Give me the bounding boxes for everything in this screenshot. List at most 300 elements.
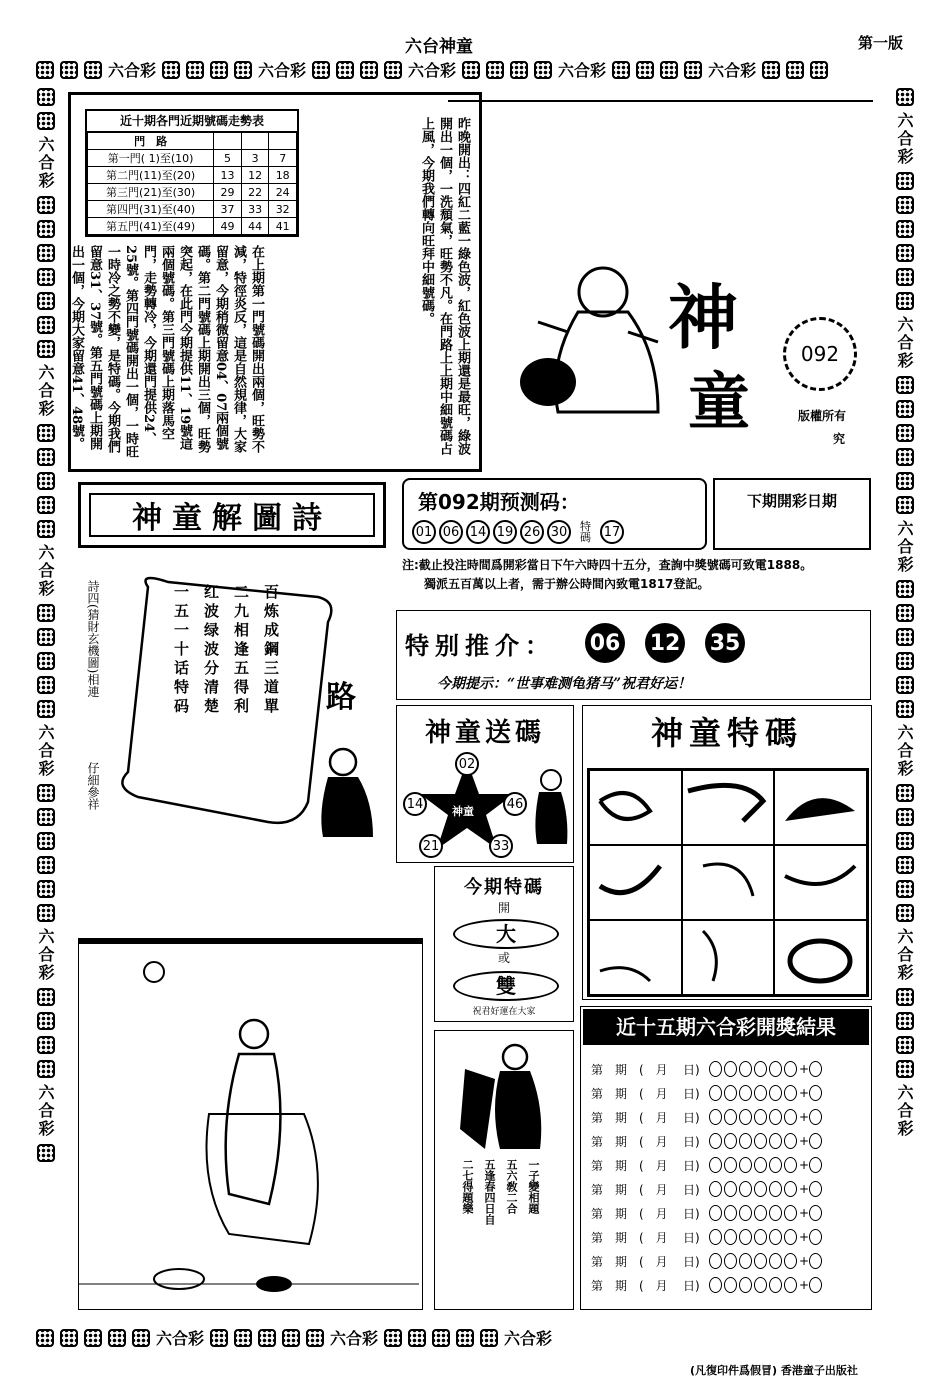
big-label: 大 — [496, 922, 516, 946]
tema-cell — [774, 920, 867, 995]
result-ball — [709, 1085, 722, 1101]
result-period: 第 期 — [591, 1134, 628, 1149]
tema-cell — [774, 845, 867, 920]
plus-sign: + — [799, 1110, 810, 1124]
special-label: 特碼 — [580, 520, 591, 544]
result-ball — [784, 1157, 797, 1173]
result-special-ball — [809, 1085, 822, 1101]
result-ball — [769, 1205, 782, 1221]
result-ball — [739, 1253, 752, 1269]
table-header — [214, 133, 242, 150]
results-list — [591, 1057, 824, 1297]
result-period: 第 期 — [591, 1182, 628, 1197]
dice-icon — [896, 832, 914, 850]
dice-icon — [896, 268, 914, 286]
poem-scroll — [78, 572, 388, 852]
dice-icon — [462, 61, 480, 79]
footer-publisher: (凡復印件爲假冒) 香港童子出版社 — [690, 1364, 858, 1377]
dice-icon — [37, 604, 55, 622]
dice-icon — [896, 904, 914, 922]
dice-icon — [408, 1329, 426, 1347]
dice-icon — [896, 196, 914, 214]
boy-on-animal-illustration — [303, 742, 383, 842]
result-row — [591, 1273, 824, 1297]
row-label: 第五門(41)至(49) — [88, 218, 214, 235]
hero-banner — [448, 100, 873, 447]
gift-ball: 21 — [419, 834, 443, 858]
brand-text: 六合彩 — [895, 1084, 914, 1138]
result-ball — [754, 1277, 767, 1293]
result-day: 日) — [683, 1230, 700, 1245]
result-ball — [784, 1205, 797, 1221]
result-ball — [769, 1181, 782, 1197]
dice-icon — [37, 316, 55, 334]
table-header — [269, 133, 297, 150]
scholar-ox-illustration — [79, 944, 419, 1304]
dice-icon — [896, 652, 914, 670]
row-label: 第二門(11)至(20) — [88, 167, 214, 184]
dice-icon — [810, 61, 828, 79]
dice-icon — [896, 292, 914, 310]
result-period: 第 期 — [591, 1110, 628, 1125]
dice-icon — [684, 61, 702, 79]
result-ball — [724, 1133, 737, 1149]
table-header — [241, 133, 269, 150]
cell: 41 — [269, 218, 297, 235]
result-day: 日) — [683, 1278, 700, 1293]
dice-icon — [37, 340, 55, 358]
boy-with-banner-illustration — [455, 1039, 555, 1159]
result-special-ball — [809, 1229, 822, 1245]
poem-signature: 仔細參祥 — [86, 762, 100, 810]
dice-icon — [896, 808, 914, 826]
dice-icon — [384, 1329, 402, 1347]
top-border — [36, 58, 828, 81]
double-oval — [453, 971, 559, 1001]
tema-panel — [582, 705, 872, 1000]
brand-text: 六合彩 — [330, 1329, 379, 1348]
dice-icon — [37, 784, 55, 802]
lower-poem-line: 一子變相題 — [527, 1159, 540, 1214]
result-day: 日) — [683, 1134, 700, 1149]
result-row — [591, 1081, 824, 1105]
poem-line: 红波绿波分清楚 — [202, 584, 220, 717]
dice-icon — [37, 112, 55, 130]
results-panel — [580, 1006, 872, 1310]
result-ball — [724, 1157, 737, 1173]
today-open: 開 — [497, 901, 510, 915]
table-row — [88, 218, 297, 235]
boy-illustration — [508, 252, 678, 422]
result-ball — [784, 1061, 797, 1077]
result-ball — [709, 1133, 722, 1149]
result-row — [591, 1105, 824, 1129]
dice-icon — [37, 472, 55, 490]
result-ball — [754, 1109, 767, 1125]
dice-icon — [510, 61, 528, 79]
copyright-text-2: 究 — [833, 432, 846, 446]
dice-icon — [896, 604, 914, 622]
next-draw-box — [713, 478, 871, 550]
dice-icon — [896, 1060, 914, 1078]
dice-icon — [210, 61, 228, 79]
dice-icon — [360, 61, 378, 79]
result-ball — [784, 1229, 797, 1245]
dice-icon — [896, 220, 914, 238]
poem-line: 二九相逢五得利 — [232, 584, 250, 717]
special-ball: 17 — [600, 520, 624, 544]
dice-icon — [336, 61, 354, 79]
brand-text: 六合彩 — [36, 1084, 55, 1138]
dice-icon — [37, 448, 55, 466]
result-period: 第 期 — [591, 1254, 628, 1269]
gift-ball: 33 — [489, 834, 513, 858]
dice-icon — [132, 1329, 150, 1347]
tema-grid — [587, 768, 869, 997]
result-ball — [724, 1109, 737, 1125]
result-ball — [754, 1061, 767, 1077]
gift-ball: 14 — [403, 792, 427, 816]
dice-icon — [896, 448, 914, 466]
tema-cell — [589, 845, 682, 920]
gift-ball: 02 — [455, 752, 479, 776]
analysis-text-left: 在上期第一門號碼開出兩個，旺勢不減，特徑炎反，這是自然規律，大家留意，今期稍微留意04、07兩個號碼。第二門號碼上期開出三個，旺勢突起，在此門今期提供11、19號這兩個號碼。第三門號碼上期落馬空門，走勢轉冷，今期還門提供24、25號。第四門號碼開出一個，一時旺一時冷之勢不變，是特碼。今期我們留意31、37號。第五門號碼上期開出一個，今期大家留意41、48號。 — [69, 245, 264, 459]
result-ball — [724, 1205, 737, 1221]
trend-table — [87, 132, 297, 235]
dice-icon — [37, 1144, 55, 1162]
result-month: ( 月 — [639, 1134, 668, 1149]
lower-mid-panel — [434, 1030, 574, 1310]
result-ball — [709, 1157, 722, 1173]
dice-icon — [306, 1329, 324, 1347]
cell: 13 — [214, 167, 242, 184]
result-ball — [724, 1277, 737, 1293]
poem-title-box — [78, 482, 386, 548]
result-day: 日) — [683, 1158, 700, 1173]
cell: 18 — [269, 167, 297, 184]
brand-text: 六合彩 — [36, 928, 55, 982]
result-ball — [754, 1205, 767, 1221]
dice-icon — [36, 61, 54, 79]
result-ball — [739, 1157, 752, 1173]
forecast-ball: 30 — [547, 520, 571, 544]
dice-icon — [896, 376, 914, 394]
result-ball — [709, 1253, 722, 1269]
result-row — [591, 1225, 824, 1249]
result-ball — [784, 1253, 797, 1269]
issue-number: 092 — [800, 342, 840, 366]
right-border — [893, 88, 916, 1138]
result-ball — [754, 1085, 767, 1101]
plus-sign: + — [799, 1158, 810, 1172]
tema-cell — [682, 845, 775, 920]
dice-icon — [37, 268, 55, 286]
cell: 49 — [214, 218, 242, 235]
dice-icon — [210, 1329, 228, 1347]
result-special-ball — [809, 1061, 822, 1077]
lower-poem-line: 二七得題樂 — [461, 1159, 474, 1214]
recommend-label: 特别推介： — [405, 630, 555, 660]
tema-title: 神童特碼 — [650, 714, 803, 752]
brand-text: 六合彩 — [895, 520, 914, 574]
result-ball — [739, 1133, 752, 1149]
today-footer: 祝君好運在大家 — [472, 1007, 536, 1017]
result-ball — [769, 1157, 782, 1173]
today-panel — [434, 866, 574, 1022]
dice-icon — [896, 628, 914, 646]
result-period: 第 期 — [591, 1086, 628, 1101]
dice-icon — [37, 196, 55, 214]
dice-icon — [486, 61, 504, 79]
poem-side-note: 詩四(猜財玄機圖)相連 — [86, 580, 100, 698]
result-day: 日) — [683, 1182, 700, 1197]
brand-text: 六合彩 — [258, 61, 307, 80]
brand-text: 六合彩 — [504, 1329, 553, 1348]
result-row — [591, 1057, 824, 1081]
result-row — [591, 1153, 824, 1177]
results-title: 近十五期六合彩開獎結果 — [583, 1009, 869, 1045]
forecast-ball: 26 — [520, 520, 544, 544]
cell: 37 — [214, 201, 242, 218]
dice-icon — [312, 61, 330, 79]
result-month: ( 月 — [639, 1254, 668, 1269]
result-ball — [709, 1205, 722, 1221]
next-draw-label: 下期開彩日期 — [746, 492, 837, 510]
forecast-ball: 14 — [466, 520, 490, 544]
cell: 24 — [269, 184, 297, 201]
dice-icon — [896, 880, 914, 898]
cell: 5 — [214, 150, 242, 167]
result-month: ( 月 — [639, 1110, 668, 1125]
plus-sign: + — [799, 1062, 810, 1076]
dice-icon — [37, 244, 55, 262]
brand-text: 六合彩 — [36, 544, 55, 598]
trend-table-title: 近十期各門近期號碼走勢表 — [87, 111, 297, 132]
result-ball — [754, 1133, 767, 1149]
dice-icon — [896, 496, 914, 514]
result-ball — [724, 1085, 737, 1101]
result-day: 日) — [683, 1086, 700, 1101]
today-or: 或 — [497, 951, 510, 965]
result-ball — [709, 1109, 722, 1125]
result-row — [591, 1177, 824, 1201]
result-month: ( 月 — [639, 1086, 668, 1101]
lu-char: 路 — [326, 680, 356, 715]
result-ball — [754, 1229, 767, 1245]
result-ball — [784, 1181, 797, 1197]
issue-badge — [783, 317, 857, 391]
dice-icon — [612, 61, 630, 79]
boy-illustration — [529, 766, 573, 846]
tema-cell — [682, 770, 775, 845]
dice-icon — [282, 1329, 300, 1347]
dice-icon — [37, 520, 55, 538]
dice-icon — [432, 1329, 450, 1347]
result-ball — [769, 1109, 782, 1125]
dice-icon — [37, 880, 55, 898]
cell: 22 — [241, 184, 269, 201]
dice-icon — [660, 61, 678, 79]
cell: 32 — [269, 201, 297, 218]
result-special-ball — [809, 1133, 822, 1149]
table-row — [88, 184, 297, 201]
plus-sign: + — [799, 1230, 810, 1244]
dice-icon — [37, 424, 55, 442]
table-header-row — [88, 133, 297, 150]
poem-title: 神童解圖詩 — [132, 501, 332, 536]
dice-icon — [384, 61, 402, 79]
lower-poem-line: 五逢春四日自 — [483, 1159, 496, 1225]
table-row — [88, 150, 297, 167]
dice-icon — [480, 1329, 498, 1347]
result-ball — [784, 1277, 797, 1293]
result-ball — [784, 1085, 797, 1101]
poem-line: 一五一十话特码 — [172, 584, 190, 717]
tema-cell — [589, 920, 682, 995]
result-ball — [724, 1181, 737, 1197]
recommend-row — [405, 623, 755, 663]
dice-icon — [762, 61, 780, 79]
result-ball — [769, 1085, 782, 1101]
result-ball — [709, 1277, 722, 1293]
result-ball — [709, 1229, 722, 1245]
result-ball — [739, 1061, 752, 1077]
result-ball — [739, 1205, 752, 1221]
result-month: ( 月 — [639, 1062, 668, 1077]
result-ball — [709, 1181, 722, 1197]
dice-icon — [37, 1036, 55, 1054]
dice-icon — [108, 1329, 126, 1347]
tema-cell — [682, 920, 775, 995]
result-row — [591, 1201, 824, 1225]
dice-icon — [84, 61, 102, 79]
dice-icon — [234, 1329, 252, 1347]
dice-icon — [37, 628, 55, 646]
result-row — [591, 1129, 824, 1153]
brand-text: 六合彩 — [558, 61, 607, 80]
big-oval — [453, 919, 559, 949]
result-row — [591, 1249, 824, 1273]
result-period: 第 期 — [591, 1206, 628, 1221]
result-ball — [769, 1133, 782, 1149]
result-ball — [769, 1277, 782, 1293]
row-label: 第三門(21)至(30) — [88, 184, 214, 201]
double-label: 雙 — [496, 974, 516, 998]
dice-icon — [37, 88, 55, 106]
dice-icon — [896, 1036, 914, 1054]
cell: 44 — [241, 218, 269, 235]
dice-icon — [37, 988, 55, 1006]
brand-text: 六合彩 — [408, 61, 457, 80]
gift-ball: 46 — [503, 792, 527, 816]
notice-line-1: 注:截止投注時間爲開彩當日下午六時四十五分，查詢中獎號碼可致電1888。 — [402, 558, 813, 572]
dice-icon — [84, 1329, 102, 1347]
result-ball — [724, 1061, 737, 1077]
dice-icon — [896, 172, 914, 190]
copyright-text: 版權所有 — [798, 409, 847, 423]
result-ball — [724, 1253, 737, 1269]
brand-text: 六合彩 — [36, 136, 55, 190]
dice-icon — [37, 292, 55, 310]
gift-center: 神童 — [452, 805, 474, 818]
dice-icon — [37, 1012, 55, 1030]
dice-icon — [234, 61, 252, 79]
plus-sign: + — [799, 1182, 810, 1196]
dice-icon — [37, 904, 55, 922]
brand-text: 六合彩 — [708, 61, 757, 80]
brand-text: 六合彩 — [895, 724, 914, 778]
bottom-border — [36, 1326, 552, 1349]
dice-icon — [896, 580, 914, 598]
dice-icon — [456, 1329, 474, 1347]
hero-char-tong: 童 — [688, 365, 751, 438]
dice-icon — [258, 1329, 276, 1347]
plus-sign: + — [799, 1254, 810, 1268]
recommend-panel — [396, 610, 871, 700]
painting-panel — [78, 938, 423, 1310]
dice-icon — [896, 88, 914, 106]
dice-icon — [896, 244, 914, 262]
dice-icon — [636, 61, 654, 79]
analysis-text-right: 昨晚開出：四紅二藍一綠色波，紅色波上期還是最旺，綠波開出一個，一洗頹氣，旺勢不凡。在門路上上期中細號碼占上風，今期我們轉向旺拜中細號碼。 — [419, 117, 470, 455]
result-ball — [784, 1109, 797, 1125]
dice-icon — [896, 700, 914, 718]
recommend-ball: 35 — [705, 623, 745, 663]
dice-icon — [37, 496, 55, 514]
poem-line: 百炼成鋼三道單 — [262, 584, 280, 717]
result-ball — [769, 1253, 782, 1269]
result-ball — [739, 1229, 752, 1245]
brand-text: 六合彩 — [156, 1329, 205, 1348]
trend-table-box — [85, 109, 299, 237]
gift-title: 神童送碼 — [424, 718, 545, 748]
cell: 12 — [241, 167, 269, 184]
dice-icon — [162, 61, 180, 79]
hero-char-shen: 神 — [668, 276, 738, 359]
result-ball — [754, 1181, 767, 1197]
dice-icon — [786, 61, 804, 79]
notice — [402, 556, 882, 594]
result-day: 日) — [683, 1110, 700, 1125]
row-label: 第一門( 1)至(10) — [88, 150, 214, 167]
result-period: 第 期 — [591, 1062, 628, 1077]
recommend-ball: 06 — [585, 623, 625, 663]
result-period: 第 期 — [591, 1278, 628, 1293]
plus-sign: + — [799, 1206, 810, 1220]
plus-sign: + — [799, 1134, 810, 1148]
lower-poem — [459, 1159, 541, 1225]
dice-icon — [36, 1329, 54, 1347]
table-header: 門 路 — [88, 133, 214, 150]
brand-text: 六合彩 — [36, 364, 55, 418]
dice-icon — [896, 1012, 914, 1030]
dice-icon — [37, 700, 55, 718]
result-ball — [709, 1061, 722, 1077]
dice-icon — [896, 988, 914, 1006]
result-special-ball — [809, 1157, 822, 1173]
brand-text: 六合彩 — [36, 724, 55, 778]
result-ball — [739, 1085, 752, 1101]
brand-text: 六合彩 — [895, 112, 914, 166]
lower-poem-line: 五六敎二合 — [505, 1159, 518, 1214]
dice-icon — [37, 808, 55, 826]
edition-label: 第一版 — [858, 34, 904, 52]
result-month: ( 月 — [639, 1278, 668, 1293]
dice-icon — [37, 856, 55, 874]
result-ball — [754, 1253, 767, 1269]
forecast-ball: 06 — [439, 520, 463, 544]
result-month: ( 月 — [639, 1230, 668, 1245]
